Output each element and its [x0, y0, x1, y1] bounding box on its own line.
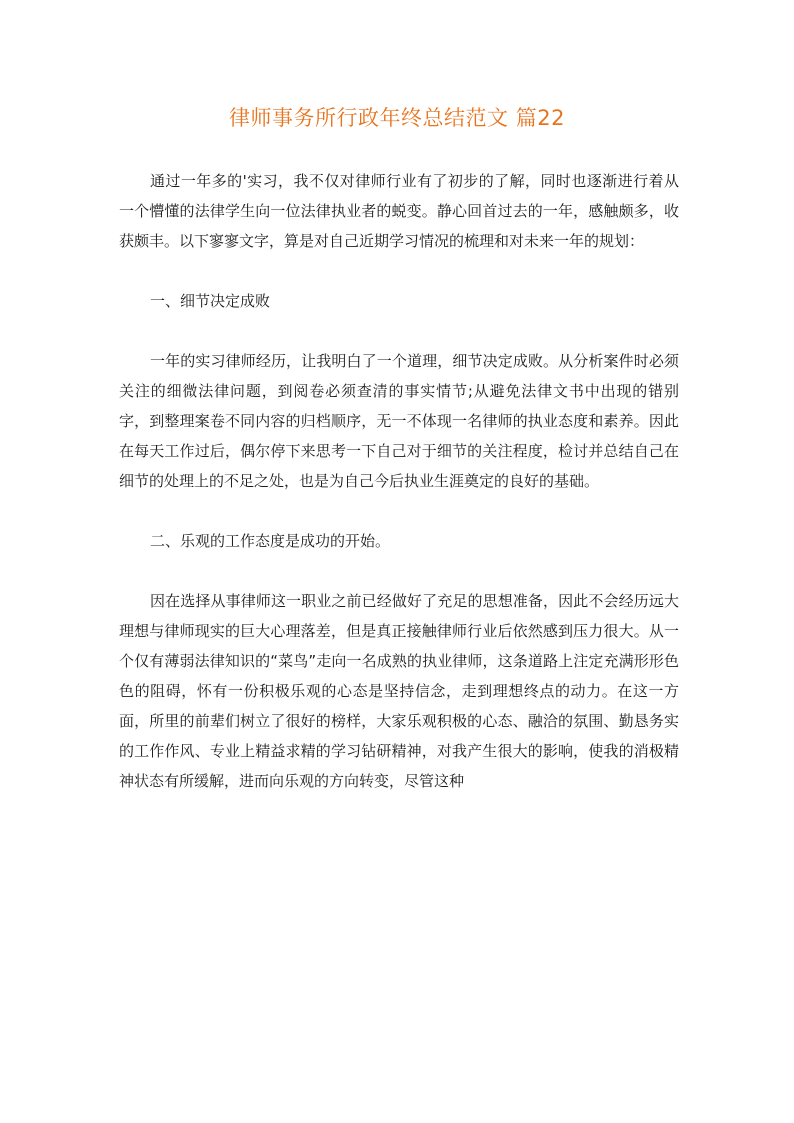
section-heading-1: 一、细节决定成败	[150, 292, 271, 310]
document-body	[119, 166, 679, 796]
intro-paragraph: 通过一年多的'实习，我不仅对律师行业有了初步的了解，同时也逐渐进行着从一个懵懂的法律学生向一位法律执业者的蜕变。静心回首过去的一年，感触颇多，收获颇丰。以下寥寥文字，算是对自己近期学习情况的梳理和对未来一年的规划：	[119, 172, 679, 250]
section-heading-2: 二、乐观的工作态度是成功的开始。	[150, 532, 391, 550]
document-title: 律师事务所行政年终总结范文 篇22	[229, 106, 565, 130]
section-2-paragraph: 因在选择从事律师这一职业之前已经做好了充足的思想准备，因此不会经历远大理想与律师现实的巨大心理落差，但是真正接触律师行业后依然感到压力很大。从一个仅有薄弱法律知识的“菜鸟”走向一名成熟的执业律师，这条道路上注定充满形形色色的阻碍，怀有一份积极乐观的心态是坚持信念，走到理想终点的动力。在这一方面，所里的前辈们树立了很好的榜样，大家乐观积极的心态、融洽的氛围、勤恳务实的工作作风、专业上精益求精的学习钻研精神，对我产生很大的影响，使我的消极精神状态有所缓解，进而向乐观的方向转变，尽管这种	[119, 592, 679, 790]
section-1-paragraph: 一年的实习律师经历，让我明白了一个道理，细节决定成败。从分析案件时必须关注的细微法律问题，到阅卷必须查清的事实情节;从避免法律文书中出现的错别字，到整理案卷不同内容的归档顺序，无一不体现一名律师的执业态度和素养。因此在每天工作过后，偶尔停下来思考一下自己对于细节的关注程度，检讨并总结自己在细节的处理上的不足之处，也是为自己今后执业生涯奠定的良好的基础。	[119, 352, 679, 490]
